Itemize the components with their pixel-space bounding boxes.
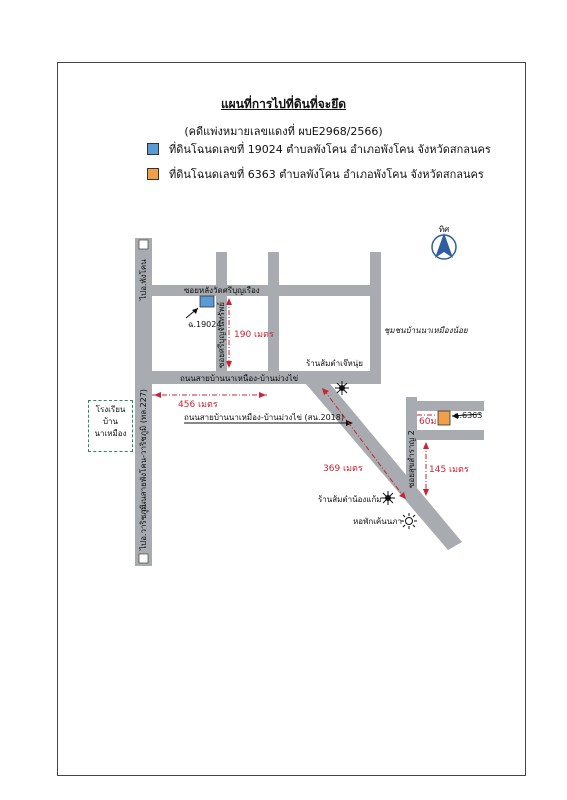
distance-145-label: 145 เมตร xyxy=(429,465,469,475)
page-title: แผนที่การไปที่ดินที่จะยึด xyxy=(220,97,347,111)
road-banna-label: ถนนสายบ้านนาเหนือง-บ้านม่วงไข่ xyxy=(180,374,299,383)
soi-wat-label: ซอยหลังวัดศรีบุญเรือง xyxy=(184,286,260,295)
case-number: (คดีแพ่งหมายเลขแดงที่ ผบE2968/2566) xyxy=(184,125,383,138)
road-2018-label: ถนนสายบ้านนาเหมือง-บ้านม่วงไข่ (สน.2018) xyxy=(184,413,344,422)
road-end-bottom xyxy=(139,554,148,563)
soi-2-branch-top xyxy=(417,401,484,411)
shop-jenui-label: ร้านส้มตำเจ๊หนุ่ย xyxy=(306,359,363,368)
shop-nongkaem-label: ร้านส้มตำน้องแก้ม xyxy=(318,495,382,504)
school-line-3: นาเหมือง xyxy=(94,429,127,438)
arrowhead-19024 xyxy=(192,308,198,314)
soi-chanthap-label: ซอยศรีบุญจันทรัพย์ xyxy=(217,302,226,368)
parcel-6363 xyxy=(438,411,450,425)
community-label: ชุมชนบ้านนาเหมืองน้อย xyxy=(384,326,468,335)
parcel-19024 xyxy=(200,296,214,307)
road-end-top xyxy=(139,240,148,249)
school-box xyxy=(88,400,133,452)
right-road xyxy=(370,252,381,384)
distance-369-label: 369 เมตร xyxy=(323,464,363,474)
distance-190-label: 190 เมตร xyxy=(234,330,274,340)
legend-text-6363: ที่ดินโฉนดเลขที่ 6363 ตำบลพังโคน อำเภอพังโคน จังหวัดสกลนคร xyxy=(169,168,484,181)
soi-2-branch-bottom xyxy=(417,430,484,440)
legend-text-19024: ที่ดินโฉนดเลขที่ 19024 ตำบลพังโคน อำเภอพังโคน จังหวัดสกลนคร xyxy=(169,143,491,156)
distance-456-label: 456 เมตร xyxy=(178,400,218,410)
north-arrow-icon xyxy=(432,233,456,259)
to-phangkhon-label: ไปอ.พังโคน xyxy=(139,259,148,300)
school-line-2: บ้าน xyxy=(102,417,119,426)
distance-60-label: 60ม xyxy=(419,417,437,427)
parcel-19024-label: ฉ.19024 xyxy=(188,320,222,329)
school-line-1: โรงเรียน xyxy=(95,405,126,414)
shrine-label: หอพักเค้นนภา xyxy=(353,517,402,526)
to-warichaphum-label: ไปอ.วาริชภูมิ xyxy=(139,504,148,550)
shop-star-icon xyxy=(335,381,349,395)
middle-road xyxy=(268,252,279,384)
parcel-6363-label: ฉ.6363 xyxy=(454,411,483,420)
soi-2-label: ซอยสุขสำราญ 2 xyxy=(407,430,416,488)
shrine-sun-icon xyxy=(401,513,417,529)
shop-star-icon xyxy=(381,491,395,505)
north-label: ทิศ xyxy=(438,225,450,234)
main-road-label: ถนนสายพังโคน-วาริชภูมิ (ทล.227) xyxy=(139,388,148,512)
